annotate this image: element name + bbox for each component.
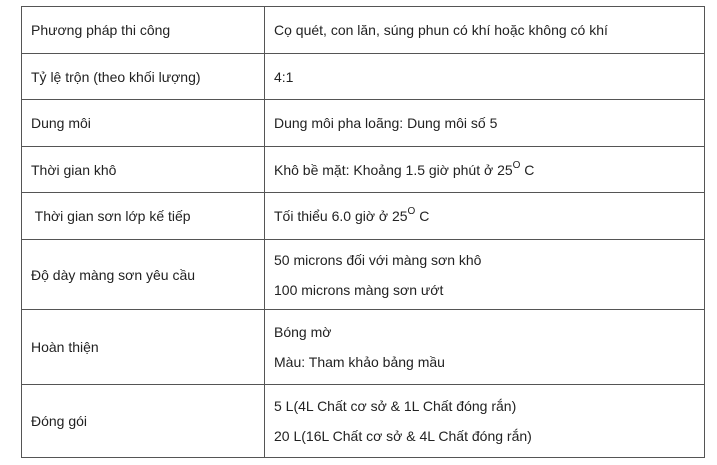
value-line: Cọ quét, con lăn, súng phun có khí hoặc không có khí [274, 22, 608, 38]
table-row [22, 193, 705, 240]
value-line: Màu: Tham khảo bảng mầu [274, 354, 445, 370]
row-value [265, 54, 705, 100]
row-value [265, 240, 705, 310]
value-line: 5 L(4L Chất cơ sở & 1L Chất đóng rắn) [274, 398, 517, 414]
row-label: Hoàn thiện [22, 310, 265, 385]
row-label: Tỷ lệ trộn (theo khối lượng) [22, 54, 265, 100]
value-line: Bóng mờ [274, 324, 332, 340]
value-line [274, 207, 695, 225]
product-spec-table [21, 6, 705, 458]
value-line: 100 microns màng sơn ướt [274, 281, 444, 298]
table-row [22, 7, 705, 54]
value-line [274, 161, 695, 179]
table-row [22, 147, 705, 193]
row-value [265, 7, 705, 54]
row-value [265, 100, 705, 147]
row-label: Dung môi [22, 100, 265, 147]
value-line: 4:1 [274, 68, 294, 85]
row-value [265, 147, 705, 193]
value-unit: C [520, 161, 535, 178]
row-label: Thời gian khô [22, 147, 265, 193]
value-line: 50 microns đối với màng sơn khô [274, 251, 482, 268]
table-row [22, 100, 705, 147]
row-value [265, 193, 705, 240]
value-line: 20 L(16L Chất cơ sở & 4L Chất đóng rắn) [274, 428, 532, 444]
table-row [22, 310, 705, 385]
degree-superscript: O [512, 159, 521, 171]
table-row [22, 240, 705, 310]
value-text: Khô bề mặt: Khoảng 1.5 giờ phút ở 25 [274, 161, 513, 178]
value-text: Tối thiểu 6.0 giờ ở 25 [274, 208, 408, 224]
value-line: Dung môi pha loãng: Dung môi số 5 [274, 115, 498, 131]
row-value [265, 310, 705, 385]
row-label: Phương pháp thi công [22, 7, 265, 54]
table-row [22, 54, 705, 100]
value-unit: C [415, 208, 430, 224]
table-row [22, 385, 705, 458]
row-label: Đóng gói [22, 385, 265, 458]
row-label: Độ dày màng sơn yêu cầu [22, 240, 265, 310]
row-value [265, 385, 705, 458]
degree-superscript: O [407, 206, 416, 217]
row-label: Thời gian sơn lớp kế tiếp [22, 193, 265, 240]
